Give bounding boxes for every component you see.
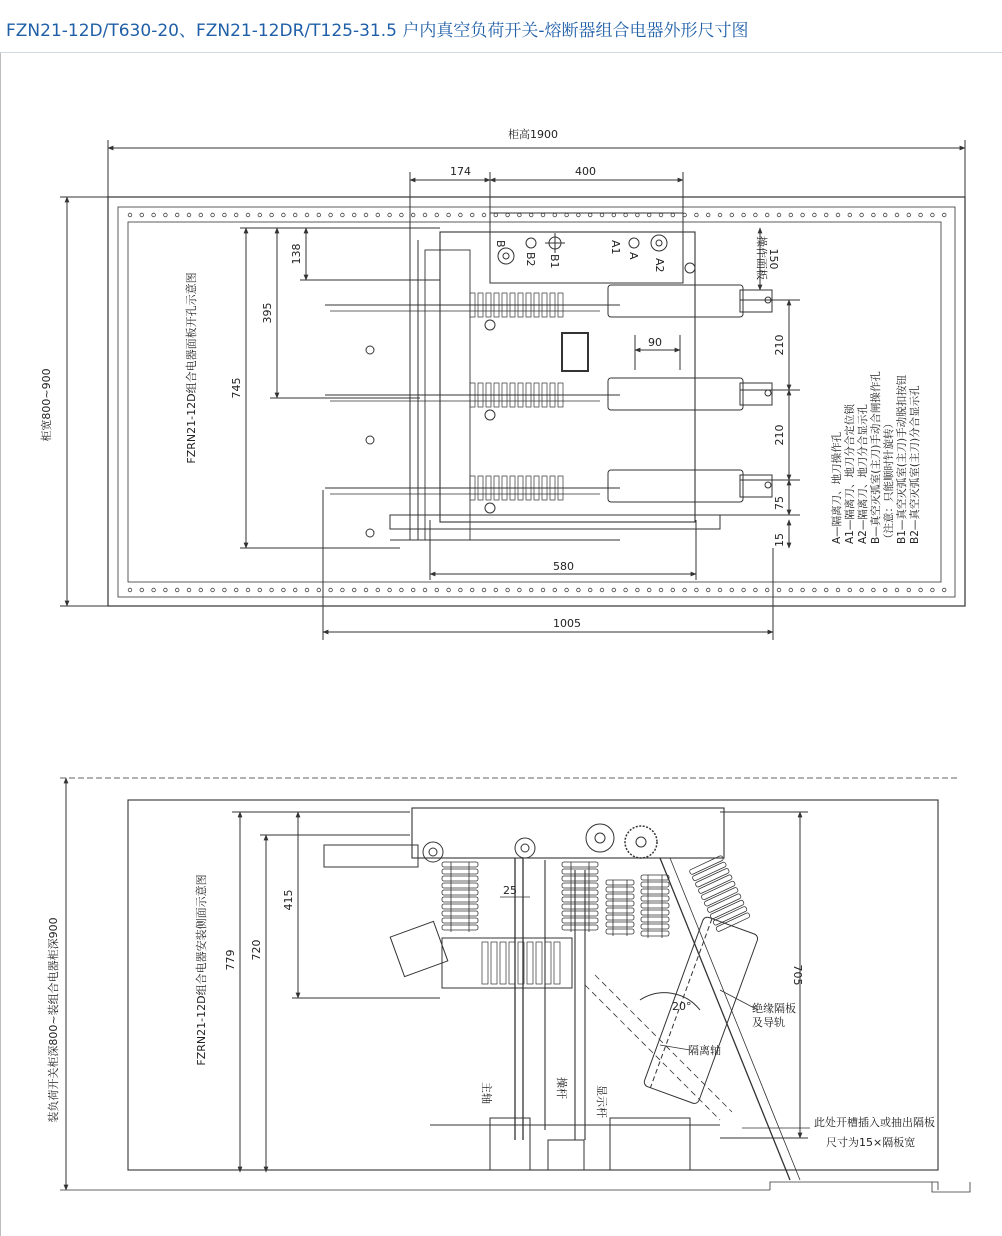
legend-line-a2: A2—隔离刀、地刀分合显示孔	[857, 404, 869, 544]
insulators	[442, 855, 750, 984]
conductor-rods	[325, 293, 620, 537]
hole-label-b1: B1	[548, 254, 561, 269]
dim-1005: 1005	[553, 617, 581, 630]
label-slot-size: 尺寸为15×隔板宽	[826, 1136, 916, 1149]
legend-line-note: （注意：只能顺时针旋转）	[883, 418, 895, 544]
hole-b-icon	[498, 248, 514, 264]
hole-label-a1: A1	[609, 240, 622, 255]
label-operating-rod: 操杆	[555, 1077, 568, 1099]
legend	[830, 371, 921, 544]
dim-90: 90	[648, 336, 662, 349]
dim-705: 705	[791, 964, 804, 986]
hole-a2-icon	[685, 263, 695, 273]
label-indicator-rod: 显示杆	[595, 1085, 608, 1118]
label-guide-rail: 及导轨	[752, 1016, 785, 1029]
dim-415: 415	[282, 889, 295, 911]
dim-150: 150	[767, 248, 780, 270]
legend-line-a1: A1—隔离刀、地刀分合定位锁	[844, 404, 856, 544]
fuse-tube-phase-2	[608, 378, 772, 410]
dim-395: 395	[261, 302, 274, 324]
hole-a-icon	[651, 235, 667, 251]
dim-779: 779	[224, 949, 237, 971]
side-cabinet-outline	[128, 800, 938, 1170]
fuse-tube-inclined	[643, 916, 759, 1105]
dim-15: 15	[773, 533, 786, 547]
dim-720: 720	[250, 939, 263, 961]
isolator-knife-stub	[324, 845, 418, 867]
dim-cabinet-depth: 装负荷开关柜深800~装组合电器柜深900	[47, 917, 60, 1123]
label-main-shaft: 主轴	[480, 1082, 493, 1104]
dim-210-a: 210	[773, 334, 786, 356]
vacuum-interrupter	[442, 938, 572, 988]
front-view-title: FZRN21-12D组合电器面板开孔示意图	[185, 272, 198, 464]
side-view-labels	[46, 874, 935, 1149]
dim-210-b: 210	[773, 424, 786, 446]
dim-138: 138	[290, 243, 303, 265]
hole-row-top	[128, 213, 946, 217]
panel-cutout-outline	[128, 222, 941, 582]
hole-a1-icon	[629, 238, 639, 248]
fuse-tube-phase-3	[608, 470, 772, 502]
legend-line-a: A—隔离刀、地刀操作孔	[831, 431, 843, 544]
hole-label-a2: A2	[653, 258, 666, 273]
label-insulating-barrier: 绝缘隔板	[752, 1002, 796, 1015]
hole-label-a: A	[627, 252, 640, 260]
dim-cabinet-height: 柜高1900	[508, 128, 558, 141]
indicator-window	[562, 333, 588, 371]
dim-75: 75	[773, 496, 786, 510]
dim-745: 745	[230, 377, 243, 399]
legend-line-b2: B2—真空灭弧室(主刀)分合显示孔	[909, 385, 921, 544]
side-view-title: FZRN21-12D组合电器安装侧面示意图	[195, 874, 208, 1066]
dim-174: 174	[450, 165, 471, 178]
mechanism-top-frame	[412, 808, 724, 858]
legend-line-b1: B1—真空灭弧室(主刀)手动脱扣按钮	[896, 374, 908, 544]
hole-row-bottom	[128, 588, 946, 592]
dim-400: 400	[575, 165, 596, 178]
hole-label-b: B	[494, 240, 507, 248]
dim-25: 25	[503, 884, 517, 897]
hole-b2-icon	[526, 238, 536, 248]
dim-580: 580	[553, 560, 574, 573]
label-isolation-shaft: 隔离轴	[688, 1044, 721, 1057]
fuse-tube-phase-1	[608, 285, 772, 317]
dim-cabinet-width: 柜宽800~900	[40, 368, 53, 442]
hole-label-b2: B2	[524, 252, 537, 267]
legend-line-b: B—真空灭弧室(主刀)手动合闸操作孔	[870, 371, 882, 544]
dim-angle: 20°	[672, 1000, 692, 1013]
label-operating-panel: 操作面板	[755, 236, 768, 280]
label-slot-note: 此处开槽插入或抽出隔板	[814, 1116, 935, 1129]
gear-icon	[625, 826, 657, 858]
page-title: FZN21-12D/T630-20、FZN21-12DR/T125-31.5 户内真空负荷开关-熔断器组合电器外形尺寸图	[6, 21, 749, 41]
